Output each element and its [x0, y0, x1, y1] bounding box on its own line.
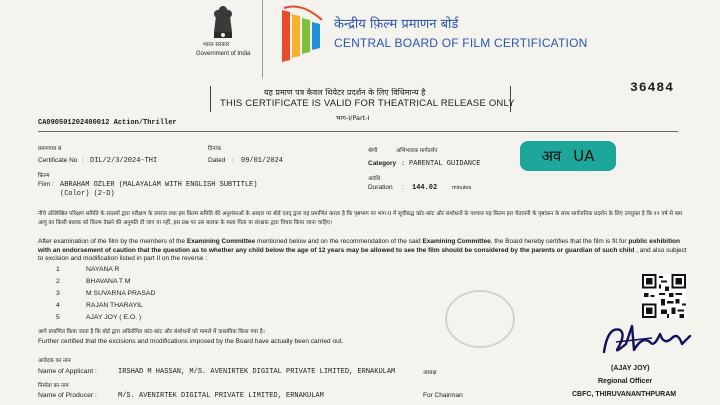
date-label: Dated	[208, 157, 226, 164]
validity-banner-hindi: यह प्रमाण पत्र केवल थियेटर प्रदर्शन के लिए विधिमान्य है	[264, 88, 426, 97]
committee-member: 4 RAJAN THARAYIL	[56, 302, 143, 309]
further-certified-english: Further certified that the excisions and modifications imposed by the Board have actually been carried out.	[38, 338, 344, 345]
cert-label: Certificate No	[38, 157, 78, 164]
duration-label-hindi: अवधि	[368, 176, 381, 182]
category-value: PARENTAL GUIDANCE	[409, 160, 481, 168]
duration-unit: minutes	[452, 185, 472, 191]
for-chairman-label: For Chairman	[423, 392, 463, 399]
emblem-caption-english: Government of India	[196, 51, 251, 57]
duration-value: 144.02	[412, 184, 438, 192]
committee-member: 5 AJAY JOY ( E.O. )	[56, 314, 142, 321]
rating-badge	[520, 141, 616, 171]
header-rule	[38, 131, 678, 132]
officer-office: CBFC, THIRUVANANTHPURAM	[572, 391, 677, 398]
category-value-hindi: अभिभावक मार्गदर्शन	[396, 148, 438, 154]
officer-signature	[598, 318, 696, 360]
applicant-label-hindi: आवेदक का नाम	[38, 358, 71, 364]
brand-name-english: CENTRAL BOARD OF FILM CERTIFICATION	[334, 36, 588, 50]
applicant-label: Name of Applicant :	[38, 368, 97, 375]
certification-paragraph-hindi: नीचे उल्लिखित परिक्षण समिति के सदस्यों द्वारा परीक्षण के उपरांत तथा इस फ़िल्म समिति की अनुशंसाओं के आधार पर बोर्ड एतद् द्वारा यह प्रमाणित करता है कि पृष्ठभाग पर भाग-II में सूचीबद्ध कॉट-छांट और संशोधनों के पश्चात यह फ़िल्म इस चेतावनी के पृष्ठांकन के साथ सार्वजनिक प्रदर्शन के लिए उपयुक्त है कि १२ वर्ष से कम आयु का किसी बालक को फ़िल्म देखने की अनुमति दी जाए या नहीं, इस प्रश्न पर उस बालक के माता पिता या संरक्षक द्वारा विचार किया जाना चाहिए।	[38, 211, 683, 226]
date-label-hindi: दिनांक	[208, 146, 222, 152]
producer-name: M/S. AVENIRTEK DIGITAL PRIVATE LIMITED, ERNAKULAM	[118, 392, 324, 400]
brand-name-hindi: केन्द्रीय फ़िल्म प्रमाणन बोर्ड	[334, 17, 459, 32]
film-label-hindi: फ़िल्म	[38, 173, 50, 179]
officer-name: (AJAY JOY)	[611, 365, 650, 372]
committee-member: 3 M SUVARNA PRASAD	[56, 290, 156, 297]
certification-paragraph-english: After examination of the film by the members of the Examining Committee mentioned below and on the recommendation of the said Examining Committee, the Board hereby certifies that the film is fit for public exhibition with an endorsement of caution that the question as to whether any child below the age of 12 years may be allowed to see the film should be considered by the parents or guardian of such child , and also subject to excision and modification listed in part II on the reverse :	[38, 238, 687, 262]
committee-member: 1 NAYANA R	[56, 266, 120, 273]
film-title: ABRAHAM OZLER (MALAYALAM WITH ENGLISH SUBTITLE)	[60, 181, 258, 189]
reference-code: CA090501202400012 Action/Thriller	[38, 119, 177, 127]
qr-code-icon	[642, 274, 686, 318]
date-value: 09/01/2024	[241, 157, 284, 165]
national-emblem-icon	[200, 2, 246, 42]
emblem-caption-hindi: भारत सरकार	[203, 42, 230, 48]
film-format: (Color) (2-D)	[60, 190, 115, 198]
chairman-hindi: अध्यक्ष	[423, 370, 437, 376]
category-label: Category	[368, 160, 397, 167]
further-certified-hindi: आगे प्रमाणित किया जाता है कि बोर्ड द्वारा अधिरोपित कांट-छांट और संशोधनों को मामले में वास्तविक किया गया है।	[38, 329, 265, 335]
producer-label: Name of Producer :	[38, 392, 97, 399]
category-label-hindi: श्रेणी	[368, 148, 378, 154]
applicant-name: IRSHAD M HASSAN, M/S. AVENIRTEK DIGITAL PRIVATE LIMITED, ERNAKULAM	[118, 368, 396, 376]
officer-title: Regional Officer	[598, 378, 653, 385]
committee-member: 2 BHAVANA T M	[56, 278, 131, 285]
cbfc-logo-icon	[278, 4, 326, 66]
rating-english: UA	[573, 147, 595, 165]
film-label: Film	[38, 181, 51, 188]
duration-label: Duration	[368, 184, 393, 191]
rating-hindi: अव	[541, 147, 562, 165]
validity-banner-english: THIS CERTIFICATE IS VALID FOR THEATRICAL RELEASE ONLY	[220, 98, 515, 109]
banner-border-left	[210, 86, 211, 112]
cert-label-hindi: प्रमाणपत्र सं	[38, 146, 62, 152]
part-label: भाग-I/Part-I	[336, 114, 370, 122]
producer-label-hindi: निर्माता का नाम	[38, 383, 69, 389]
serial-number: 36484	[630, 80, 675, 95]
faded-seal-stamp	[445, 290, 515, 348]
header-divider	[262, 0, 263, 78]
cert-number: DIL/2/3/2024-THI	[90, 157, 158, 165]
